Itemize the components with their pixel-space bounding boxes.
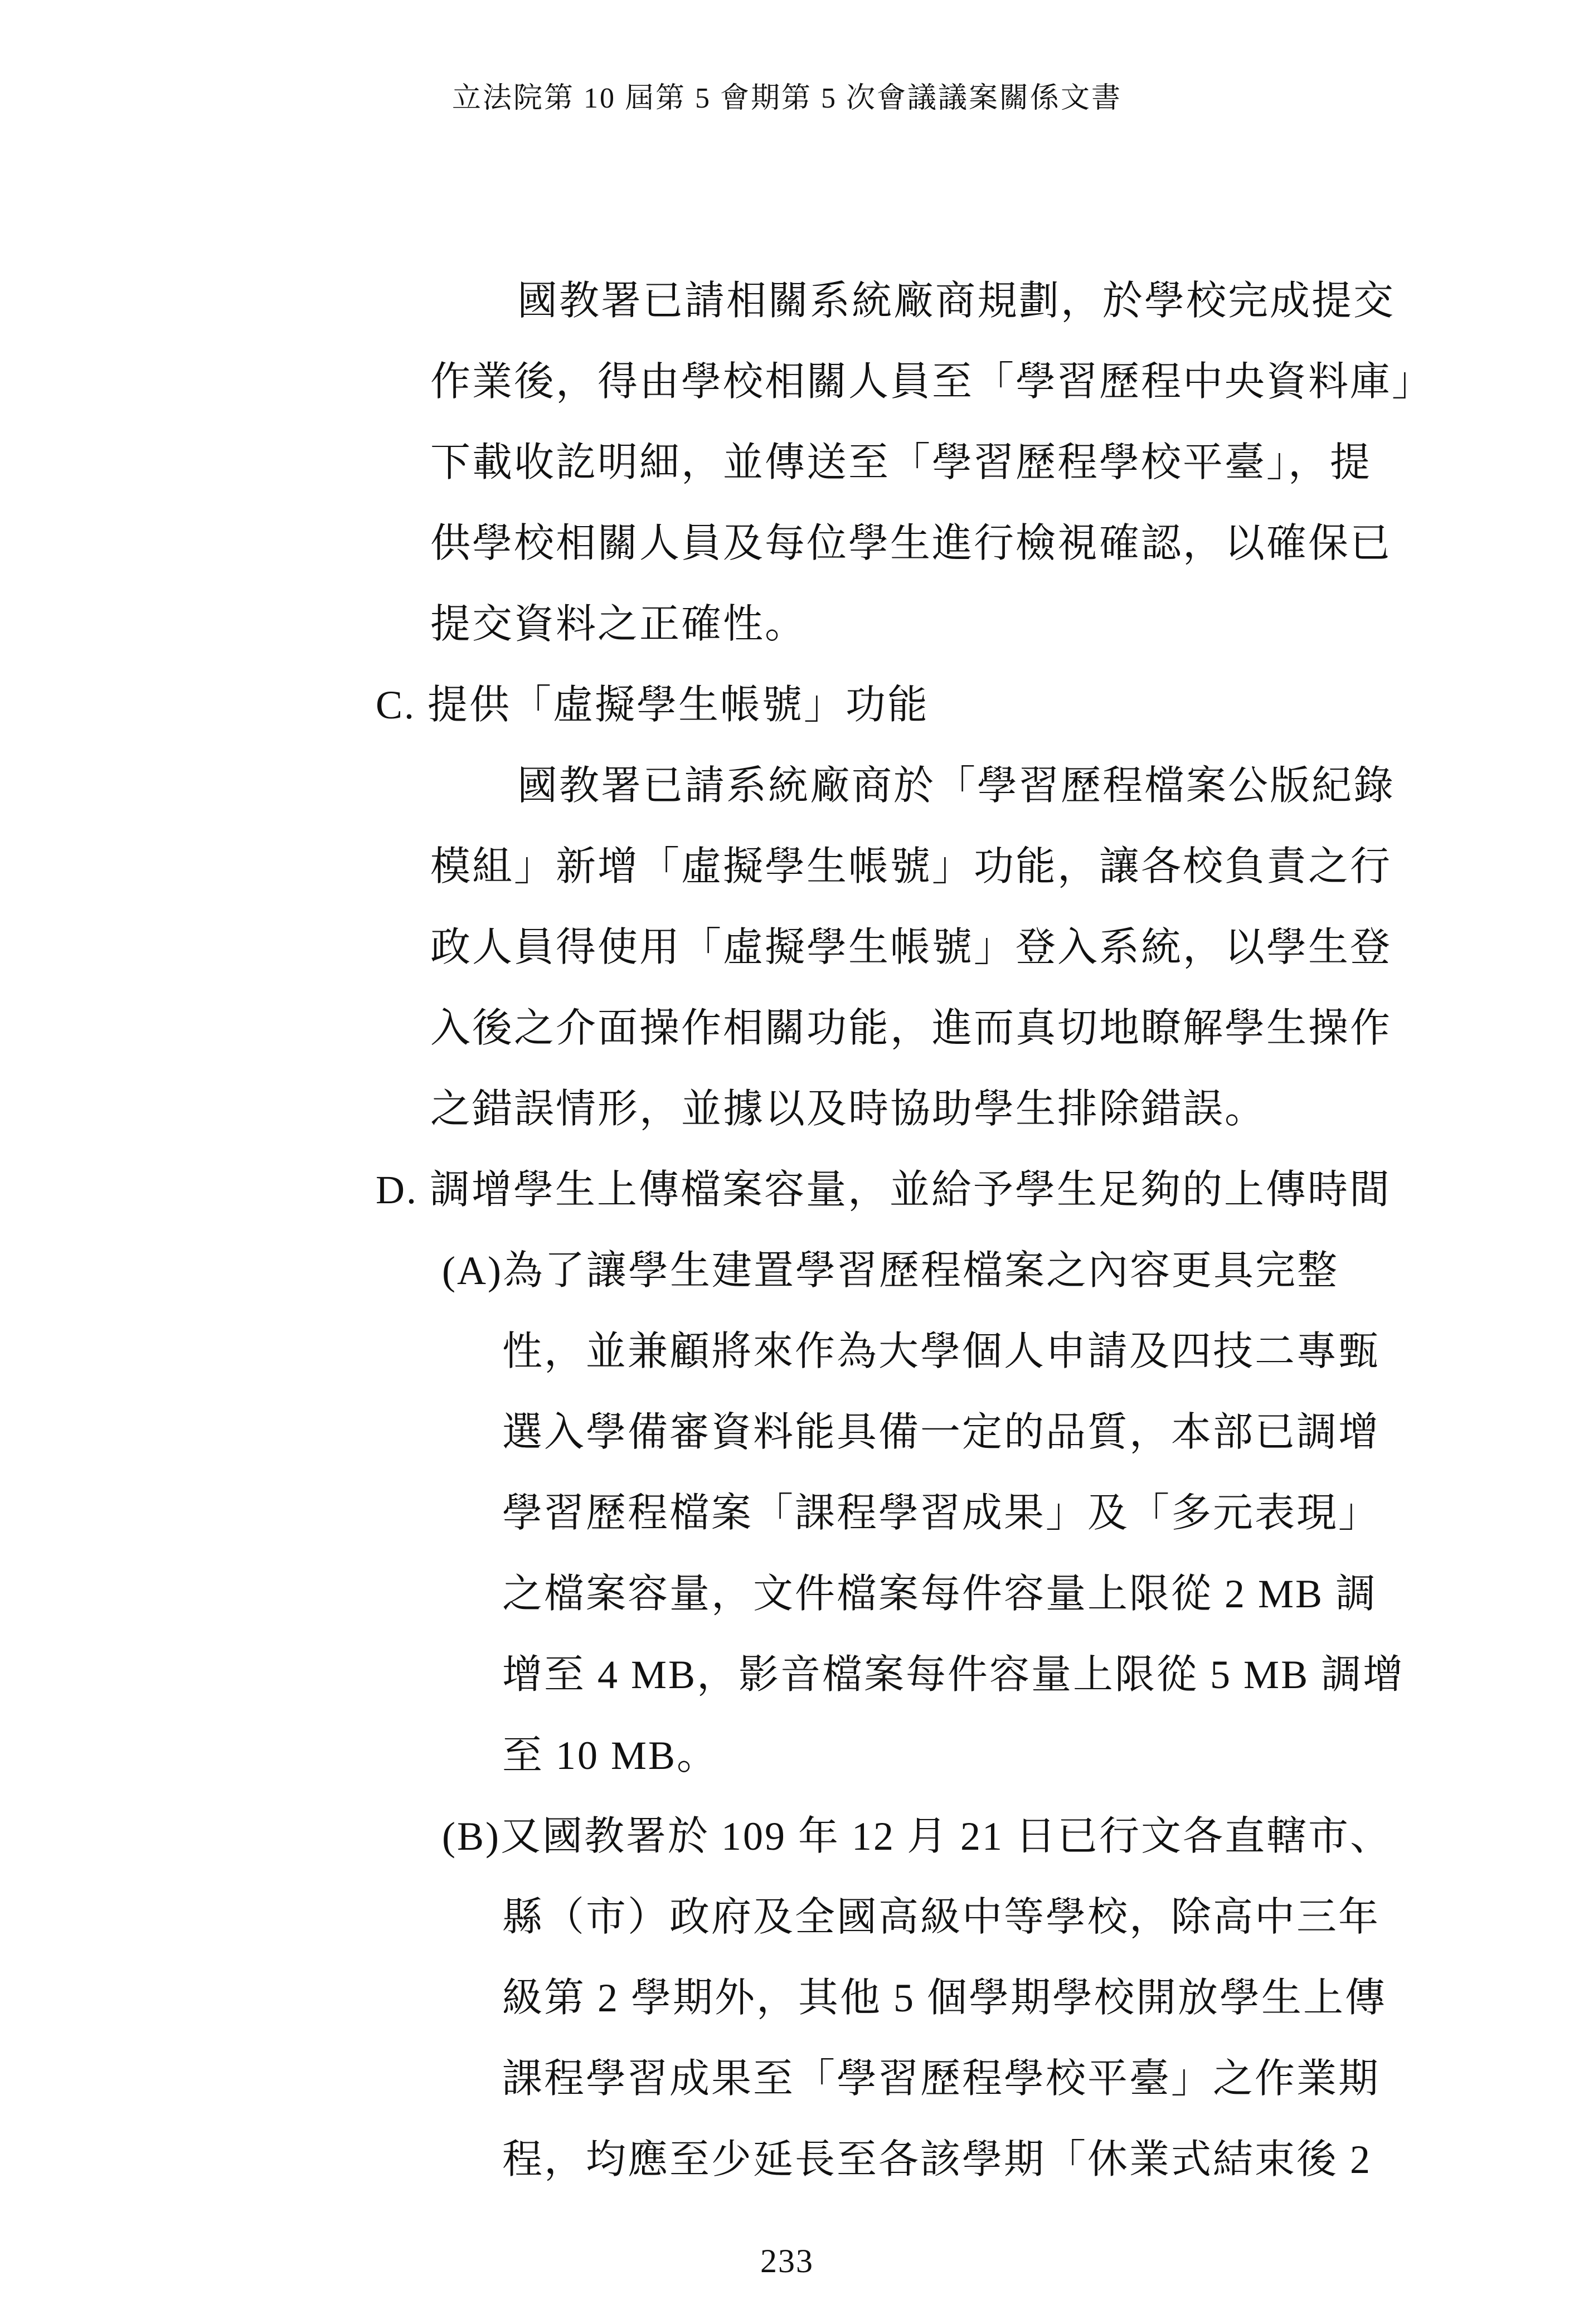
page-number: 233 xyxy=(760,2243,814,2279)
document-line: 國教署已請相關系統廠商規劃，於學校完成提交 xyxy=(517,279,1396,323)
document-line: 作業後，得由學校相關人員至「學習歷程中央資料庫」 xyxy=(430,359,1434,404)
document-line: 國教署已請系統廠商於「學習歷程檔案公版紀錄 xyxy=(517,764,1396,808)
document-line: 縣（市）政府及全國高級中等學校，除高中三年 xyxy=(502,1895,1381,1939)
document-line: 課程學習成果至「學習歷程學校平臺」之作業期 xyxy=(502,2056,1381,2101)
document-line-item-d: D. 調增學生上傳檔案容量，並給予學生足夠的上傳時間 xyxy=(376,1168,1391,1212)
document-line: 級第 2 學期外，其他 5 個學期學校開放學生上傳 xyxy=(502,1976,1387,2020)
document-line-sub-b: (B)又國教署於 109 年 12 月 21 日已行文各直轄市、 xyxy=(442,1814,1392,1859)
document-header: 立法院第 10 屆第 5 會期第 5 次會議議案關係文書 xyxy=(451,82,1122,114)
document-line: 政人員得使用「虛擬學生帳號」登入系統，以學生登 xyxy=(430,925,1392,970)
document-line: 程，均應至少延長至各該學期「休業式結束後 2 xyxy=(502,2137,1372,2182)
document-line-sub-a: (A)為了讓學生建置學習歷程檔案之內容更具完整 xyxy=(442,1248,1339,1293)
document-line: 至 10 MB。 xyxy=(502,1733,719,1778)
document-line-item-c: C. 提供「虛擬學生帳號」功能 xyxy=(376,683,930,727)
document-line: 之檔案容量，文件檔案每件容量上限從 2 MB 調 xyxy=(502,1572,1378,1616)
document-line: 學習歷程檔案「課程學習成果」及「多元表現」 xyxy=(502,1491,1381,1535)
document-line: 提交資料之正確性。 xyxy=(430,602,807,646)
document-line: 增至 4 MB，影音檔案每件容量上限從 5 MB 調增 xyxy=(502,1652,1405,1697)
document-line: 下載收訖明細，並傳送至「學習歷程學校平臺」，提 xyxy=(430,440,1372,485)
document-line: 入後之介面操作相關功能，進而真切地瞭解學生操作 xyxy=(430,1006,1392,1051)
document-line: 性，並兼顧將來作為大學個人申請及四技二專甄 xyxy=(502,1329,1381,1374)
document-line: 模組」新增「虛擬學生帳號」功能，讓各校負責之行 xyxy=(430,844,1392,889)
document-line: 供學校相關人員及每位學生進行檢視確認，以確保已 xyxy=(430,521,1392,566)
document-line: 選入學備審資料能具備一定的品質，本部已調增 xyxy=(502,1410,1381,1455)
document-line: 之錯誤情形，並據以及時協助學生排除錯誤。 xyxy=(430,1087,1267,1131)
document-body xyxy=(376,261,1435,2200)
